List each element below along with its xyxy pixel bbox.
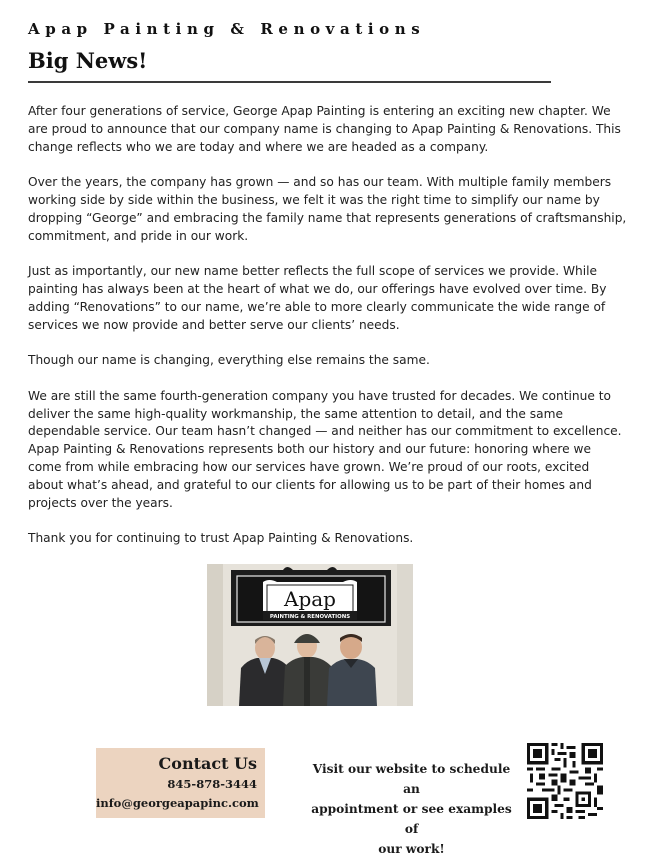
announcement-body xyxy=(28,103,628,566)
page-title: Big News! xyxy=(28,48,148,73)
website-cta xyxy=(303,759,520,859)
paragraph: We are still the same fourth-generation company you have trusted for decades. We continue to deliver the same high-quality workmanship, the same attention to detail, and the same dependable service. Our team hasn’t changed — and neither has our commitment to excellence. Apap Painting & Renovations represents both our history and our future: honoring where we come from while embracing how our services have grown. We’re proud of our roots, excited about what’s ahead, and grateful to our clients for allowing us to be part of their homes and projects over the years. xyxy=(28,388,622,510)
brand-name: Apap Painting & Renovations xyxy=(28,20,426,38)
cta-line: Visit our website to schedule an xyxy=(312,762,511,796)
sign-tagline: PAINTING & RENOVATIONS xyxy=(269,614,351,620)
paragraph: Thank you for continuing to trust Apap Painting & Renovations. xyxy=(28,531,414,546)
title-divider xyxy=(28,81,551,83)
qr-code-icon xyxy=(527,743,603,819)
cta-line: our work! xyxy=(378,842,445,856)
contact-title: Contact Us xyxy=(158,754,257,773)
paragraph: Just as importantly, our new name better reflects the full scope of services we provide. While painting has always been at the heart of what we do, our offerings have evolved over time. By adding “Renovations” to our name, we’re able to more clearly communicate the wide range of services we now provide and better serve our clients’ needs. xyxy=(28,264,607,332)
paragraph: Though our name is changing, everything else remains the same. xyxy=(28,353,430,368)
contact-phone[interactable]: 845-878-3444 xyxy=(167,777,257,791)
team-photo xyxy=(207,564,413,706)
paragraph: Over the years, the company has grown — and so has our team. With multiple family members working side by side within the business, we felt it was the right time to simplify our name by dropping “George” and embracing the family name that represents generations of craftsmanship, commitment, and pride in our work. xyxy=(28,175,627,243)
contact-box xyxy=(96,748,265,818)
cta-line: appointment or see examples of xyxy=(311,802,512,836)
team-photo-illustration xyxy=(207,564,413,706)
sign-name: Apap xyxy=(284,587,336,611)
paragraph: After four generations of service, George Apap Painting is entering an exciting new chapter. We are proud to announce that our company name is changing to Apap Painting & Renovations. This change reflects who we are today and where we are headed as a company. xyxy=(28,104,621,154)
contact-email[interactable]: info@georgeapapinc.com xyxy=(96,796,259,810)
qr-code[interactable] xyxy=(527,743,603,819)
